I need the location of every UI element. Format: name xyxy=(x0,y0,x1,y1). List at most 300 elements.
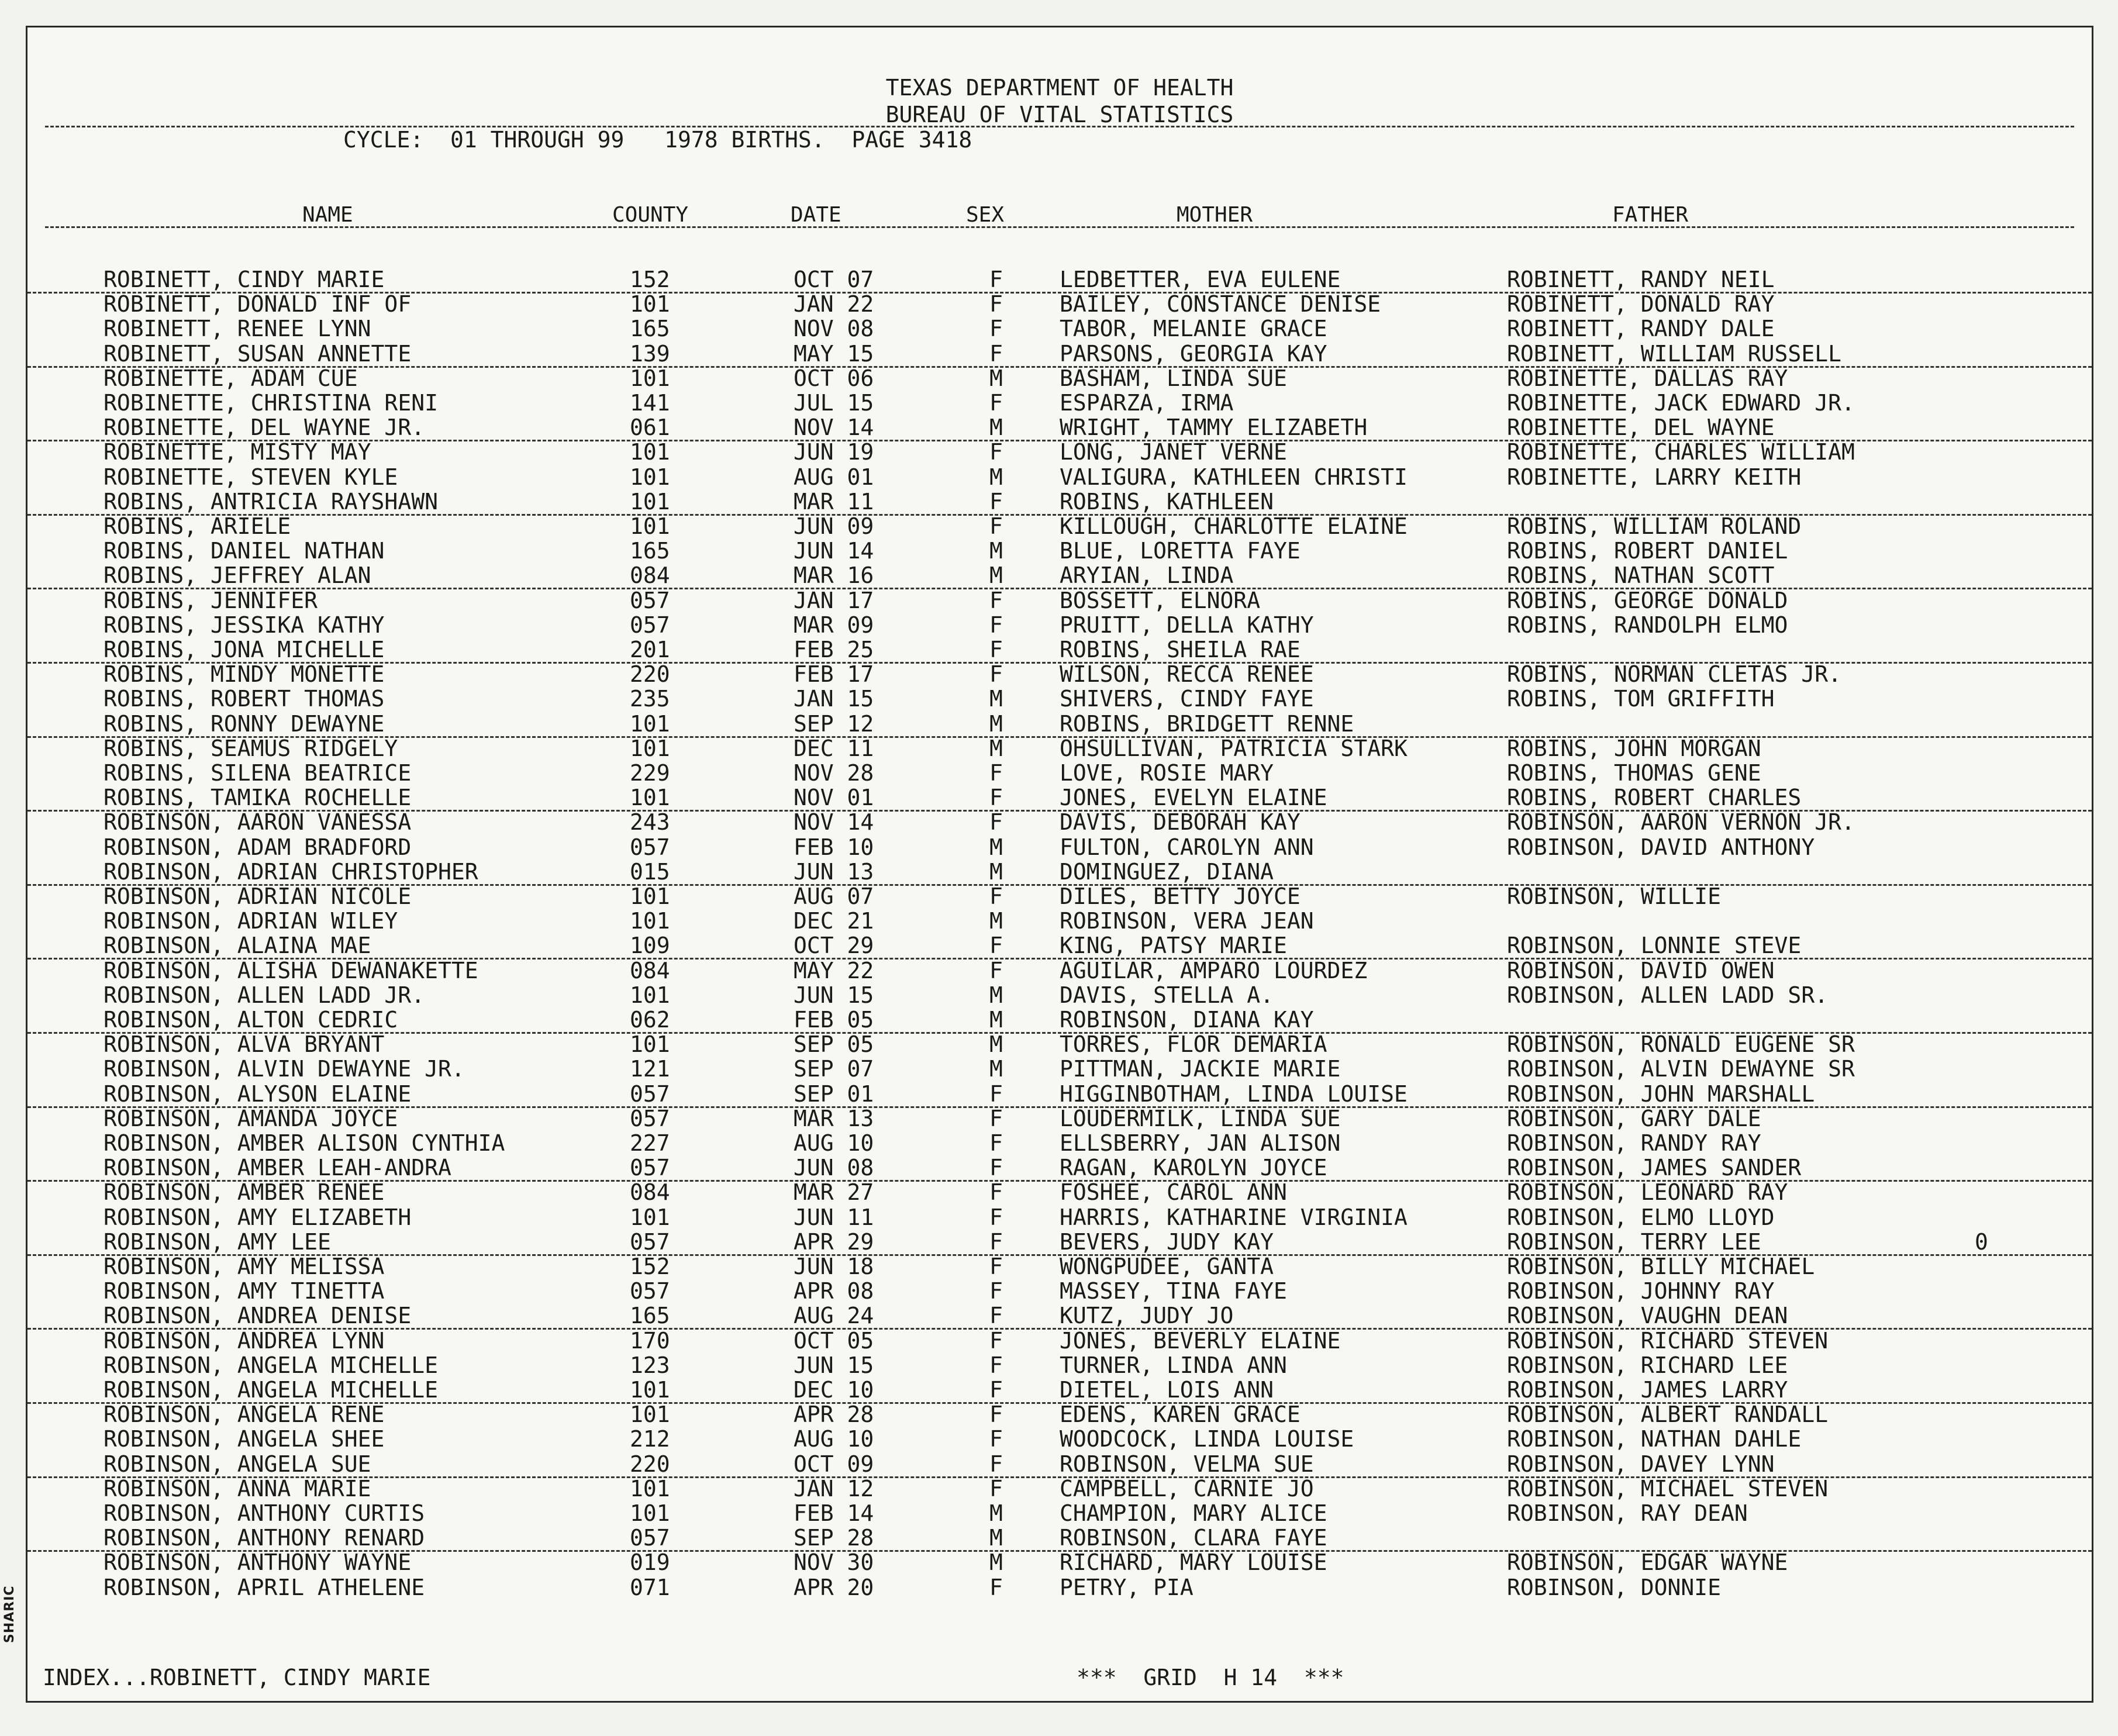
table-row xyxy=(27,1501,2092,1526)
cell-county: 101 xyxy=(630,513,670,539)
cell-date: JUN 08 xyxy=(794,1155,874,1181)
cell-sex: F xyxy=(989,1155,1003,1181)
cell-father: ROBINSON, ALVIN DEWAYNE SR xyxy=(1507,1056,1855,1082)
cell-mother: ARYIAN, LINDA xyxy=(1060,562,1234,589)
table-row xyxy=(27,366,2092,391)
cell-sex: F xyxy=(989,1081,1003,1107)
cell-date: NOV 28 xyxy=(794,760,874,786)
cell-date: SEP 05 xyxy=(794,1031,874,1058)
cell-county: 141 xyxy=(630,390,670,416)
cell-mother: AGUILAR, AMPARO LOURDEZ xyxy=(1060,957,1368,983)
cell-name: ROBINSON, ALYSON ELAINE xyxy=(104,1081,412,1107)
cell-date: JUN 13 xyxy=(794,858,874,885)
cell-father: ROBINETTE, DEL WAYNE xyxy=(1507,415,1775,441)
cell-county: 101 xyxy=(630,365,670,391)
cell-name: ROBINS, JENNIFER xyxy=(104,587,318,613)
cell-mother: ROBINS, BRIDGETT RENNE xyxy=(1060,710,1354,737)
table-row xyxy=(27,1106,2092,1131)
cell-sex: M xyxy=(989,464,1003,490)
cell-date: JAN 12 xyxy=(794,1475,874,1502)
cell-name: ROBINSON, ANNA MARIE xyxy=(104,1475,371,1502)
cell-date: NOV 30 xyxy=(794,1549,874,1576)
cell-date: JUN 09 xyxy=(794,513,874,539)
cell-sex: M xyxy=(989,858,1003,885)
cell-date: OCT 07 xyxy=(794,267,874,292)
table-row xyxy=(27,761,2092,785)
cell-date: JAN 22 xyxy=(794,291,874,317)
cell-name: ROBINSON, ALVA BRYANT xyxy=(104,1031,385,1058)
cell-father: ROBINSON, RICHARD STEVEN xyxy=(1507,1327,1829,1354)
cell-name: ROBINSON, ALISHA DEWANAKETTE xyxy=(104,957,478,983)
cell-name: ROBINSON, ANDREA DENISE xyxy=(104,1303,412,1329)
table-row xyxy=(27,1353,2092,1378)
cell-father: ROBINSON, LEONARD RAY xyxy=(1507,1179,1788,1206)
cell-county: 152 xyxy=(630,267,670,292)
cell-mother: DOMINGUEZ, DIANA xyxy=(1060,858,1274,885)
cell-father: ROBINSON, DAVEY LYNN xyxy=(1507,1451,1775,1477)
cell-county: 101 xyxy=(630,291,670,317)
cell-date: APR 20 xyxy=(794,1574,874,1600)
column-header-sex: SEX xyxy=(966,203,1005,227)
table-row xyxy=(27,1575,2092,1600)
table-row xyxy=(27,1205,2092,1230)
table-row xyxy=(27,983,2092,1007)
table-row xyxy=(27,884,2092,909)
cell-mother: ESPARZA, IRMA xyxy=(1060,390,1234,416)
cell-mother: TABOR, MELANIE GRACE xyxy=(1060,316,1327,342)
cell-mother: JONES, BEVERLY ELAINE xyxy=(1060,1327,1341,1354)
cell-mother: JONES, EVELYN ELAINE xyxy=(1060,785,1327,811)
table-row xyxy=(27,588,2092,613)
cell-father: ROBINS, RANDOLPH ELMO xyxy=(1507,612,1788,638)
table-row xyxy=(27,1328,2092,1353)
cell-sex: F xyxy=(989,760,1003,786)
table-row xyxy=(27,415,2092,441)
cell-father: ROBINS, ROBERT CHARLES xyxy=(1507,785,1802,811)
table-row xyxy=(27,1007,2092,1034)
cell-county: 212 xyxy=(630,1426,670,1452)
cell-father: ROBINSON, NATHAN DAHLE xyxy=(1507,1426,1802,1452)
cell-county: 243 xyxy=(630,809,670,836)
cell-county: 084 xyxy=(630,562,670,589)
cell-mother: PETRY, PIA xyxy=(1060,1574,1193,1600)
cell-county: 201 xyxy=(630,637,670,662)
cell-mother: DAVIS, STELLA A. xyxy=(1060,982,1274,1008)
table-row xyxy=(27,1131,2092,1155)
bureau-title: BUREAU OF VITAL STATISTICS xyxy=(885,102,1234,127)
cell-father: ROBINS, TOM GRIFFITH xyxy=(1507,686,1775,712)
cell-mother: ROBINS, SHEILA RAE xyxy=(1060,637,1301,662)
cell-mother: LONG, JANET VERNE xyxy=(1060,439,1287,465)
cell-sex: F xyxy=(989,1327,1003,1354)
cell-date: MAR 09 xyxy=(794,612,874,638)
cell-county: 101 xyxy=(630,1475,670,1502)
cell-sex: F xyxy=(989,883,1003,909)
cell-name: ROBINSON, ANDREA LYNN xyxy=(104,1327,385,1354)
cell-father: ROBINSON, RAY DEAN xyxy=(1507,1500,1748,1526)
cell-name: ROBINSON, APRIL ATHELENE xyxy=(104,1574,425,1600)
department-title: TEXAS DEPARTMENT OF HEALTH xyxy=(885,75,1234,101)
cell-county: 123 xyxy=(630,1352,670,1378)
cell-father: ROBINSON, ALBERT RANDALL xyxy=(1507,1402,1829,1428)
record-sheet xyxy=(26,26,2093,1703)
table-row xyxy=(27,1427,2092,1451)
cell-name: ROBINSON, ADRIAN CHRISTOPHER xyxy=(104,858,478,885)
cell-county: 229 xyxy=(630,760,670,786)
table-row xyxy=(27,909,2092,933)
cell-mother: TORRES, FLOR DEMARIA xyxy=(1060,1031,1327,1058)
table-row xyxy=(27,539,2092,563)
cell-father: ROBINS, ROBERT DANIEL xyxy=(1507,538,1788,564)
cell-sex: M xyxy=(989,1525,1003,1551)
table-row xyxy=(27,1230,2092,1256)
cell-sex: M xyxy=(989,562,1003,589)
table-row xyxy=(27,1032,2092,1057)
cell-mother: PARSONS, GEORGIA KAY xyxy=(1060,340,1327,367)
cell-mother: VALIGURA, KATHLEEN CHRISTI xyxy=(1060,464,1408,490)
cell-mother: KILLOUGH, CHARLOTTE ELAINE xyxy=(1060,513,1408,539)
cell-sex: F xyxy=(989,587,1003,613)
cell-county: 101 xyxy=(630,1402,670,1428)
cell-name: ROBINETT, SUSAN ANNETTE xyxy=(104,340,412,367)
cell-sex: F xyxy=(989,933,1003,959)
cell-name: ROBINSON, ADRIAN NICOLE xyxy=(104,883,412,909)
cell-father: ROBINSON, BILLY MICHAEL xyxy=(1507,1254,1815,1279)
cell-mother: ROBINSON, DIANA KAY xyxy=(1060,1007,1314,1033)
cell-county: 139 xyxy=(630,340,670,367)
cell-mother: WILSON, RECCA RENEE xyxy=(1060,661,1314,688)
cell-sex: M xyxy=(989,1500,1003,1526)
cell-mother: OHSULLIVAN, PATRICIA STARK xyxy=(1060,735,1408,761)
cell-sex: F xyxy=(989,957,1003,983)
cell-name: ROBINSON, ALVIN DEWAYNE JR. xyxy=(104,1056,465,1082)
cell-father: ROBINSON, GARY DALE xyxy=(1507,1105,1761,1131)
table-row xyxy=(27,1378,2092,1404)
cell-sex: F xyxy=(989,1228,1003,1255)
cell-county: 057 xyxy=(630,1081,670,1107)
cell-father: ROBINETT, DONALD RAY xyxy=(1507,291,1775,317)
cell-county: 170 xyxy=(630,1327,670,1354)
cell-sex: F xyxy=(989,1426,1003,1452)
cell-county: 057 xyxy=(630,612,670,638)
cell-county: 061 xyxy=(630,415,670,441)
cell-mother: MASSEY, TINA FAYE xyxy=(1060,1278,1287,1304)
cell-date: FEB 05 xyxy=(794,1007,874,1033)
cell-name: ROBINSON, AMY MELISSA xyxy=(104,1254,385,1279)
table-row xyxy=(27,316,2092,341)
cell-name: ROBINS, MINDY MONETTE xyxy=(104,661,385,688)
cell-name: ROBINETT, RENEE LYNN xyxy=(104,316,371,342)
cell-date: SEP 01 xyxy=(794,1081,874,1107)
cell-name: ROBINETTE, DEL WAYNE JR. xyxy=(104,415,425,441)
table-row xyxy=(27,489,2092,516)
table-row xyxy=(27,1254,2092,1279)
cell-sex: M xyxy=(989,710,1003,737)
page-header xyxy=(27,74,2092,128)
cell-sex: M xyxy=(989,1007,1003,1033)
cell-name: ROBINSON, ADAM BRADFORD xyxy=(104,834,412,860)
column-header-divider xyxy=(45,226,2074,228)
cell-mother: HARRIS, KATHARINE VIRGINIA xyxy=(1060,1204,1408,1230)
table-row xyxy=(27,1180,2092,1204)
cell-name: ROBINSON, ANGELA SUE xyxy=(104,1451,371,1477)
table-row xyxy=(27,1303,2092,1330)
cell-sex: M xyxy=(989,908,1003,934)
cell-mother: SHIVERS, CINDY FAYE xyxy=(1060,686,1314,712)
cell-county: 121 xyxy=(630,1056,670,1082)
table-row xyxy=(27,637,2092,664)
cell-date: MAR 16 xyxy=(794,562,874,589)
cell-name: ROBINETTE, STEVEN KYLE xyxy=(104,464,398,490)
cell-name: ROBINETTE, MISTY MAY xyxy=(104,439,371,465)
cell-father: ROBINSON, JOHNNY RAY xyxy=(1507,1278,1775,1304)
cell-mother: WOODCOCK, LINDA LOUISE xyxy=(1060,1426,1354,1452)
cell-county: 227 xyxy=(630,1130,670,1156)
cell-county: 165 xyxy=(630,1303,670,1329)
table-row xyxy=(27,810,2092,834)
cell-sex: F xyxy=(989,1402,1003,1428)
cell-date: AUG 07 xyxy=(794,883,874,909)
cell-sex: F xyxy=(989,439,1003,465)
cell-date: AUG 10 xyxy=(794,1426,874,1452)
cell-sex: M xyxy=(989,538,1003,564)
cell-county: 062 xyxy=(630,1007,670,1033)
cell-county: 057 xyxy=(630,1155,670,1181)
cell-county: 101 xyxy=(630,908,670,934)
cell-name: ROBINSON, ANGELA MICHELLE xyxy=(104,1352,438,1378)
cell-sex: M xyxy=(989,365,1003,391)
cell-father: ROBINSON, LONNIE STEVE xyxy=(1507,933,1802,959)
cell-sex: F xyxy=(989,316,1003,342)
cell-county: 084 xyxy=(630,1179,670,1206)
cell-date: NOV 14 xyxy=(794,415,874,441)
cell-date: JAN 15 xyxy=(794,686,874,712)
cell-mother: LOVE, ROSIE MARY xyxy=(1060,760,1274,786)
cell-father: ROBINSON, DAVID OWEN xyxy=(1507,957,1775,983)
cell-date: JUN 14 xyxy=(794,538,874,564)
cell-date: JUN 19 xyxy=(794,439,874,465)
cell-county: 057 xyxy=(630,834,670,860)
cell-date: DEC 10 xyxy=(794,1377,874,1403)
cell-date: MAR 13 xyxy=(794,1105,874,1131)
cell-father: ROBINS, GEORGE DONALD xyxy=(1507,587,1788,613)
table-row xyxy=(27,662,2092,686)
cell-name: ROBINSON, AMY LEE xyxy=(104,1228,331,1255)
cell-sex: F xyxy=(989,1130,1003,1156)
cell-sex: M xyxy=(989,735,1003,761)
cell-date: OCT 05 xyxy=(794,1327,874,1354)
table-row xyxy=(27,563,2092,589)
cell-mother: BEVERS, JUDY KAY xyxy=(1060,1228,1274,1255)
cell-county: 220 xyxy=(630,1451,670,1477)
cell-sex: F xyxy=(989,340,1003,367)
table-row xyxy=(27,1476,2092,1501)
cell-name: ROBINS, DANIEL NATHAN xyxy=(104,538,385,564)
cell-county: 152 xyxy=(630,1254,670,1279)
cell-mother: DIETEL, LOIS ANN xyxy=(1060,1377,1274,1403)
cell-date: OCT 06 xyxy=(794,365,874,391)
cell-county: 057 xyxy=(630,1278,670,1304)
cell-date: SEP 12 xyxy=(794,710,874,737)
cell-name: ROBINSON, AMY ELIZABETH xyxy=(104,1204,412,1230)
cell-date: AUG 01 xyxy=(794,464,874,490)
cell-date: NOV 14 xyxy=(794,809,874,836)
cell-county: 101 xyxy=(630,982,670,1008)
table-row xyxy=(27,712,2092,738)
cell-name: ROBINSON, ALTON CEDRIC xyxy=(104,1007,398,1033)
table-row xyxy=(27,267,2092,294)
cell-county: 101 xyxy=(630,883,670,909)
cell-sex: M xyxy=(989,1056,1003,1082)
column-header-date: DATE xyxy=(791,203,841,227)
cell-mother: DILES, BETTY JOYCE xyxy=(1060,883,1301,909)
table-row xyxy=(27,933,2092,960)
cell-name: ROBINSON, ANTHONY CURTIS xyxy=(104,1500,425,1526)
cell-father: ROBINETT, WILLIAM RUSSELL xyxy=(1507,340,1841,367)
cell-mother: ROBINS, KATHLEEN xyxy=(1060,488,1274,515)
cell-name: ROBINSON, AMBER ALISON CYNTHIA xyxy=(104,1130,505,1156)
cell-sex: M xyxy=(989,415,1003,441)
cell-date: SEP 07 xyxy=(794,1056,874,1082)
cell-date: DEC 11 xyxy=(794,735,874,761)
cell-sex: F xyxy=(989,809,1003,836)
cell-father: ROBINSON, MICHAEL STEVEN xyxy=(1507,1475,1829,1502)
cell-sex: F xyxy=(989,1451,1003,1477)
table-row xyxy=(27,860,2092,886)
cell-name: ROBINS, JEFFREY ALAN xyxy=(104,562,371,589)
cell-date: JUN 15 xyxy=(794,982,874,1008)
cell-father: ROBINSON, RICHARD LEE xyxy=(1507,1352,1788,1378)
cell-county: 165 xyxy=(630,316,670,342)
cell-date: FEB 17 xyxy=(794,661,874,688)
cell-mother: BASHAM, LINDA SUE xyxy=(1060,365,1287,391)
cell-county: 057 xyxy=(630,587,670,613)
table-row xyxy=(27,465,2092,489)
cell-father: ROBINS, NORMAN CLETAS JR. xyxy=(1507,661,1841,688)
cell-county: 101 xyxy=(630,464,670,490)
cell-county: 101 xyxy=(630,1031,670,1058)
column-header-name: NAME xyxy=(302,203,353,227)
table-row xyxy=(27,1452,2092,1478)
table-row xyxy=(27,958,2092,983)
cell-county: 235 xyxy=(630,686,670,712)
cell-date: DEC 21 xyxy=(794,908,874,934)
cell-name: ROBINSON, ANGELA MICHELLE xyxy=(104,1377,438,1403)
cell-father: ROBINSON, ELMO LLOYD xyxy=(1507,1204,1775,1230)
cell-name: ROBINSON, AMBER RENEE xyxy=(104,1179,385,1206)
cell-extra: 0 xyxy=(1975,1228,1988,1255)
cell-mother: HIGGINBOTHAM, LINDA LOUISE xyxy=(1060,1081,1408,1107)
cell-county: 057 xyxy=(630,1228,670,1255)
cell-sex: F xyxy=(989,1352,1003,1378)
cell-mother: WONGPUDEE, GANTA xyxy=(1060,1254,1274,1279)
cell-mother: FOSHEE, CAROL ANN xyxy=(1060,1179,1287,1206)
table-row xyxy=(27,1082,2092,1108)
cell-date: MAY 22 xyxy=(794,957,874,983)
side-stamp: SHARIC xyxy=(2,1585,17,1643)
cell-mother: KUTZ, JUDY JO xyxy=(1060,1303,1234,1329)
cell-date: JUL 15 xyxy=(794,390,874,416)
cell-mother: TURNER, LINDA ANN xyxy=(1060,1352,1287,1378)
cell-sex: F xyxy=(989,1179,1003,1206)
cell-mother: BOSSETT, ELNORA xyxy=(1060,587,1261,613)
cell-father: ROBINETT, RANDY DALE xyxy=(1507,316,1775,342)
cell-county: 057 xyxy=(630,1105,670,1131)
cell-sex: F xyxy=(989,612,1003,638)
cell-father: ROBINSON, ALLEN LADD SR. xyxy=(1507,982,1829,1008)
cell-date: MAY 15 xyxy=(794,340,874,367)
cell-county: 084 xyxy=(630,957,670,983)
cell-father: ROBINSON, JOHN MARSHALL xyxy=(1507,1081,1815,1107)
cell-date: APR 29 xyxy=(794,1228,874,1255)
table-row xyxy=(27,391,2092,415)
cell-father: ROBINSON, RONALD EUGENE SR xyxy=(1507,1031,1855,1058)
table-row xyxy=(27,440,2092,464)
cell-father: ROBINS, THOMAS GENE xyxy=(1507,760,1761,786)
cell-sex: M xyxy=(989,834,1003,860)
cell-date: JUN 15 xyxy=(794,1352,874,1378)
column-header-mother: MOTHER xyxy=(1177,203,1253,227)
table-row xyxy=(27,1057,2092,1081)
cell-father: ROBINETTE, JACK EDWARD JR. xyxy=(1507,390,1855,416)
cell-mother: PITTMAN, JACKIE MARIE xyxy=(1060,1056,1341,1082)
cell-county: 101 xyxy=(630,439,670,465)
cell-mother: ELLSBERRY, JAN ALISON xyxy=(1060,1130,1341,1156)
cell-sex: M xyxy=(989,982,1003,1008)
cell-date: NOV 01 xyxy=(794,785,874,811)
cell-date: APR 28 xyxy=(794,1402,874,1428)
grid-label: *** GRID H 14 *** xyxy=(1077,1665,1344,1690)
cell-father: ROBINSON, AARON VERNON JR. xyxy=(1507,809,1855,836)
cell-county: 101 xyxy=(630,488,670,515)
cell-mother: RICHARD, MARY LOUISE xyxy=(1060,1549,1327,1576)
cell-father: ROBINSON, DAVID ANTHONY xyxy=(1507,834,1815,860)
cell-name: ROBINETTE, ADAM CUE xyxy=(104,365,358,391)
cell-name: ROBINS, ANTRICIA RAYSHAWN xyxy=(104,488,438,515)
cell-mother: FULTON, CAROLYN ANN xyxy=(1060,834,1314,860)
cell-date: JUN 11 xyxy=(794,1204,874,1230)
cell-date: AUG 10 xyxy=(794,1130,874,1156)
cell-name: ROBINETT, CINDY MARIE xyxy=(104,267,385,292)
cell-name: ROBINS, JONA MICHELLE xyxy=(104,637,385,662)
cell-name: ROBINSON, ANGELA RENE xyxy=(104,1402,385,1428)
cell-county: 101 xyxy=(630,735,670,761)
cell-date: SEP 28 xyxy=(794,1525,874,1551)
cell-date: NOV 08 xyxy=(794,316,874,342)
cell-father: ROBINSON, WILLIE xyxy=(1507,883,1722,909)
cell-name: ROBINSON, AMY TINETTA xyxy=(104,1278,385,1304)
cell-mother: ROBINSON, VERA JEAN xyxy=(1060,908,1314,934)
cell-name: ROBINSON, ANTHONY WAYNE xyxy=(104,1549,412,1576)
cell-mother: DAVIS, DEBORAH KAY xyxy=(1060,809,1301,836)
cell-father: ROBINS, WILLIAM ROLAND xyxy=(1507,513,1802,539)
cell-county: 220 xyxy=(630,661,670,688)
table-row xyxy=(27,613,2092,637)
cell-date: MAR 27 xyxy=(794,1179,874,1206)
cell-mother: CAMPBELL, CARNIE JO xyxy=(1060,1475,1314,1502)
cell-county: 071 xyxy=(630,1574,670,1600)
cell-father: ROBINSON, DONNIE xyxy=(1507,1574,1722,1600)
cell-name: ROBINS, SEAMUS RIDGELY xyxy=(104,735,398,761)
cell-county: 101 xyxy=(630,1204,670,1230)
cell-sex: F xyxy=(989,291,1003,317)
cell-date: AUG 24 xyxy=(794,1303,874,1329)
cell-name: ROBINSON, AARON VANESSA xyxy=(104,809,412,836)
cell-mother: ROBINSON, VELMA SUE xyxy=(1060,1451,1314,1477)
cell-sex: M xyxy=(989,1549,1003,1576)
cell-county: 015 xyxy=(630,858,670,885)
cell-name: ROBINSON, ALAINA MAE xyxy=(104,933,371,959)
